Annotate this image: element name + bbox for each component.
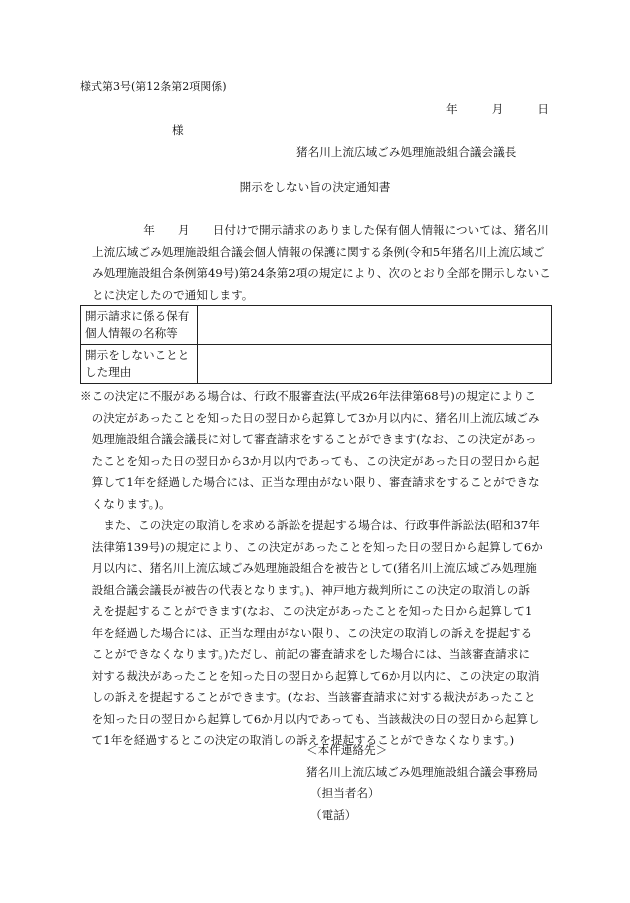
addressee-suffix: 様 [172, 123, 184, 137]
note-line: 算して1年を経過した場合には、正当な理由がない限り、審査請求をすることができな [80, 475, 540, 489]
date-year: 年 [446, 102, 458, 116]
table-value-reason[interactable] [198, 345, 552, 384]
contact-heading: ＜本件連絡先＞ [306, 743, 388, 757]
appeal-notes [80, 386, 543, 752]
note-line: 法律第139号)の規定により、この決定があったことを知った日の翌日から起算して6か [80, 539, 543, 554]
table-label-line: 開示をしないことと [85, 348, 190, 362]
info-table [80, 305, 552, 384]
contact-block [306, 740, 538, 826]
date-line [446, 102, 549, 117]
table-value-info-name[interactable] [198, 306, 552, 345]
note-line: くなります。)。 [80, 496, 171, 511]
note-line: えを提起することができます(なお、この決定があったことを知った日から起算して1 [80, 604, 533, 618]
note-line: 設組合議会議長が被告の代表となります。)、神戸地方裁判所にこの決定の取消しの訴 [80, 582, 530, 597]
body-paragraph [92, 220, 552, 306]
note-line: しの訴えを提起することができます。(なお、当該審査請求に対する裁決があったこと [80, 690, 536, 704]
note-line: 月以内に、猪名川上流広域ごみ処理施設組合を被告として(猪名川上流広域ごみ処理施 [80, 561, 537, 575]
date-month: 月 [491, 102, 504, 116]
body-line: 上流広域ごみ処理施設組合議会個人情報の保護に関する条例(令和5年猪名川上流広域ご [92, 244, 545, 259]
note-line: 処理施設組合議会議長に対して審査請求をすることができます(なお、この決定があっ [80, 432, 537, 446]
table-label-line: 開示請求に係る保有 [85, 309, 190, 323]
contact-office: 猪名川上流広域ごみ処理施設組合議会事務局 [306, 764, 538, 779]
note-line: ことができなくなります。)ただし、前記の審査請求をした場合には、当該審査請求に [80, 647, 530, 661]
note-line: の決定があったことを知った日の翌日から起算して3か月以内に、猪名川上流広域ごみ [80, 410, 540, 425]
table-label-line: 個人情報の名称等 [85, 326, 178, 340]
table-label-info-name [81, 306, 198, 345]
contact-person: （担当者名） [310, 786, 380, 800]
table-row [81, 306, 552, 345]
form-number: 様式第3号(第12条第2項関係) [80, 80, 227, 93]
note-line: を知った日の翌日から起算して6か月以内であっても、当該裁決の日の翌日から起算し [80, 711, 540, 726]
table-label-line: した理由 [85, 365, 132, 379]
note-line: 対する裁決があったことを知った日の翌日から起算して6か月以内に、この決定の取消 [80, 668, 540, 683]
note-line: また、この決定の取消しを求める訴訟を提起する場合は、行政事件訴訟法(昭和37年 [80, 518, 540, 532]
issuer-name: 猪名川上流広域ごみ処理施設組合議会議長 [296, 145, 517, 159]
date-day: 日 [537, 102, 549, 116]
note-line: 年を経過した場合には、正当な理由がない限り、この決定の取消しの訴えを提起する [80, 625, 533, 640]
body-line: み処理施設組合条例第49号)第24条第2項の規定により、次のとおり全部を開示しないこ [92, 266, 551, 280]
table-row [81, 345, 552, 384]
note-line: ※この決定に不服がある場合は、行政不服審査法(平成26年法律第68号)の規定によりこ [80, 389, 536, 403]
body-line: 年 月 日付けで開示請求のありました保有個人情報については、猪名川 [120, 223, 549, 237]
note-line: て1年を経過するとこの決定の取消しの訴えを提起することができなくなります。) [80, 733, 515, 747]
table-label-reason [81, 345, 198, 384]
contact-phone: （電話） [310, 807, 357, 822]
body-line: とに決定したので通知します。 [92, 287, 254, 302]
note-line: たことを知った日の翌日から3か月以内であっても、この決定があった日の翌日から起 [80, 453, 540, 468]
document-title: 開示をしない旨の決定通知書 [239, 180, 391, 194]
